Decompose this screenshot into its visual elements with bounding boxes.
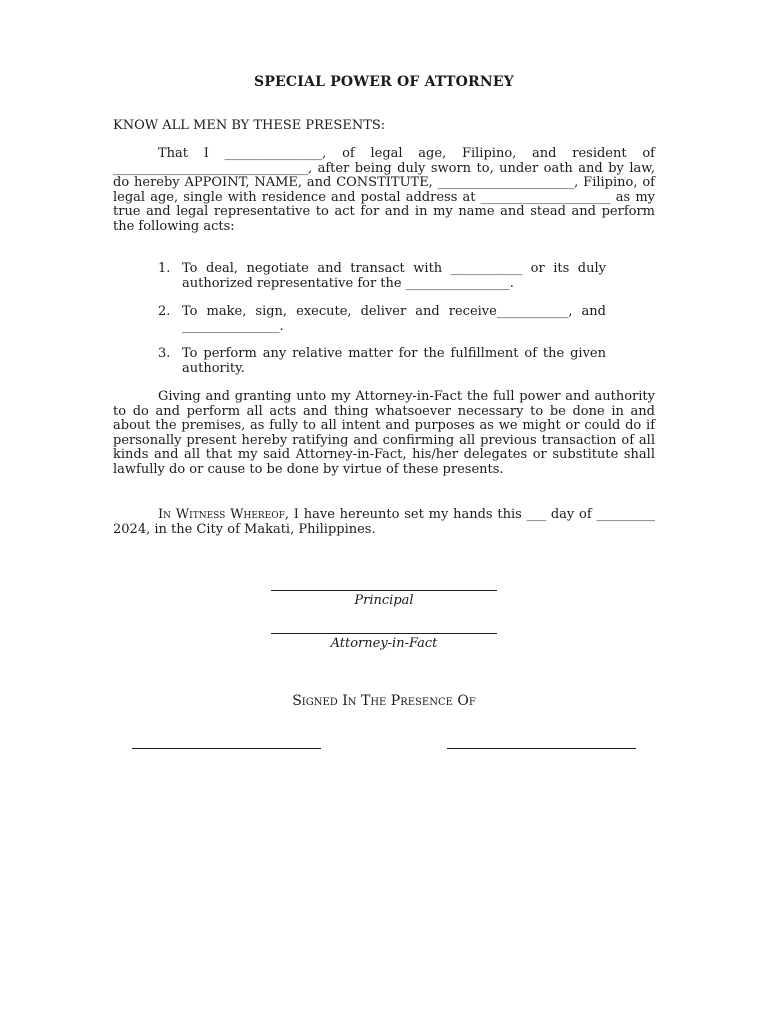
document-title: SPECIAL POWER OF ATTORNEY	[254, 74, 514, 90]
principal-label: Principal	[354, 593, 414, 608]
appointment-text: That I _______________, of legal age, Filipino, and resident of ______________________________, after being duly sworn to, under oath and by law, do hereby APPOINT, NAME, and CONSTITUTE, _____________________, Filipino, of legal age, single with residence and postal address at ____________________ as my true and legal representative to act for and in my name and stead and perform the following acts:	[113, 146, 655, 234]
principal-signature-line	[271, 590, 497, 591]
witness-signature-line-1	[132, 748, 321, 749]
granting-paragraph	[113, 390, 655, 478]
witness-paragraph	[113, 508, 655, 537]
act-item	[158, 262, 606, 291]
act-item	[158, 347, 606, 376]
act-item	[158, 305, 606, 334]
appointment-paragraph	[113, 147, 655, 235]
attorney-signature-line	[271, 633, 497, 634]
act-number: 1.	[158, 261, 171, 276]
witness-lead: In Witness Whereof,	[158, 507, 290, 522]
presence-heading: Signed In The Presence Of	[292, 693, 476, 709]
act-number: 2.	[158, 304, 171, 319]
witness-signature-line-2	[447, 748, 636, 749]
granting-text: Giving and granting unto my Attorney-in-Fact the full power and authority to do and perform all acts and thing whatsoever necessary to be done in and about the premises, as fully to all intent and purposes as we might or could do if personally present hereby ratifying and confirming all previous transaction of all kinds and all that my said Attorney-in-Fact, his/her delegates or substitute shall lawfully do or cause to be done by virtue of these presents.	[113, 389, 655, 477]
opening-line: KNOW ALL MEN BY THESE PRESENTS:	[113, 118, 386, 133]
attorney-label: Attorney-in-Fact	[330, 636, 438, 651]
act-text: To deal, negotiate and transact with ___________ or its duly authorized representative for the ________________.	[182, 261, 606, 291]
act-text: To make, sign, execute, deliver and receive___________, and _______________.	[182, 304, 606, 334]
witness-text: I have hereunto set my hands this ___ day of _________ 2024, in the City of Makati, Philippines.	[113, 507, 655, 537]
act-text: To perform any relative matter for the fulfillment of the given authority.	[182, 346, 606, 376]
act-number: 3.	[158, 346, 171, 361]
